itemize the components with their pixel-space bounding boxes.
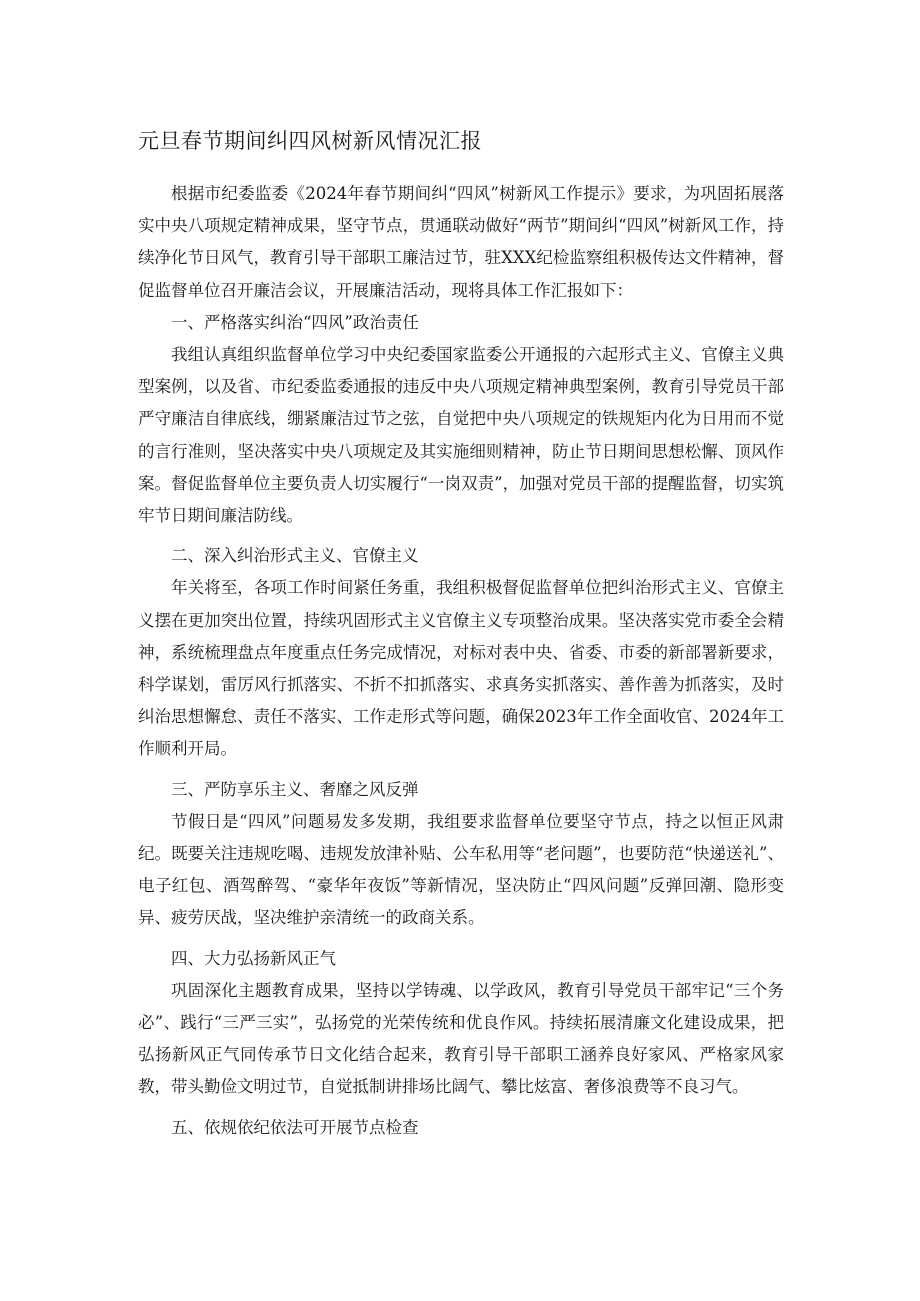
section-heading-3: 三、严防享乐主义、奢靡之风反弹 — [171, 779, 419, 799]
document-title: 元旦春节期间纠四风树新风情况汇报 — [138, 129, 482, 153]
section-body-1: 我组认真组织监督单位学习中央纪委国家监委公开通报的六起形式主义、官僚主义典型案例，以及省、市纪委监委通报的违反中央八项规定精神典型案例，教育引导党员干部严守廉洁自律底线，绷紧廉洁过节之弦，自觉把中央八项规定的铁规矩内化为日用而不觉的言行准则，坚决落实中央八项规定及其实施细则精神，防止节日期间思想松懈、顶风作案。督促监督单位主要负责人切实履行“一岗双责”，加强对党员干部的提醒监督，切实筑牢节日期间廉洁防线。 — [138, 345, 784, 526]
document-body — [138, 178, 784, 1144]
section-body-3: 节假日是“四风”问题易发多发期，我组要求监督单位要坚守节点，持之以恒正风肃纪。既要关注违规吃喝、违规发放津补贴、公车私用等“老问题”，也要防范“快递送礼”、电子红包、酒驾醉驾、“豪华年夜饭”等新情况，坚决防止“四风问题”反弹回潮、隐形变异、疲劳厌战，坚决维护亲清统一的政商关系。 — [138, 811, 784, 928]
section-heading-1: 一、严格落实纠治“四风”政治责任 — [171, 312, 419, 332]
section-body-2: 年关将至，各项工作时间紧任务重，我组积极督促监督单位把纠治形式主义、官僚主义摆在更加突出位置，持续巩固形式主义官僚主义专项整治成果。坚决落实党市委全会精神，系统梳理盘点年度重点任务完成情况，对标对表中央、省委、市委的新部署新要求，科学谋划，雷厉风行抓落实、不折不扣抓落实、求真务实抓落实、善作善为抓落实，及时纠治思想懈怠、责任不落实、工作走形式等问题，确保2023年工作全面收官、2024年工作顺利开局。 — [138, 578, 784, 759]
section-body-4: 巩固深化主题教育成果，坚持以学铸魂、以学政风，教育引导党员干部牢记“三个务必”、践行“三严三实”，弘扬党的光荣传统和优良作风。持续拓展清廉文化建设成果，把弘扬新风正气同传承节日文化结合起来，教育引导干部职工涵养良好家风、严格家风家教，带头勤俭文明过节，自觉抵制讲排场比阔气、攀比炫富、奢侈浪费等不良习气。 — [138, 980, 784, 1097]
intro-paragraph: 根据市纪委监委《2024年春节期间纠“四风”树新风工作提示》要求，为巩固拓展落实中央八项规定精神成果，坚守节点，贯通联动做好“两节”期间纠“四风”树新风工作，持续净化节日风气，教育引导干部职工廉洁过节，驻XXX纪检监察组积极传达文件精神，督促监督单位召开廉洁会议，开展廉洁活动，现将具体工作汇报如下： — [138, 184, 784, 300]
section-heading-5: 五、依规依纪依法可开展节点检查 — [171, 1117, 419, 1137]
section-heading-4: 四、大力弘扬新风正气 — [171, 948, 336, 968]
section-heading-2: 二、深入纠治形式主义、官僚主义 — [171, 546, 419, 566]
